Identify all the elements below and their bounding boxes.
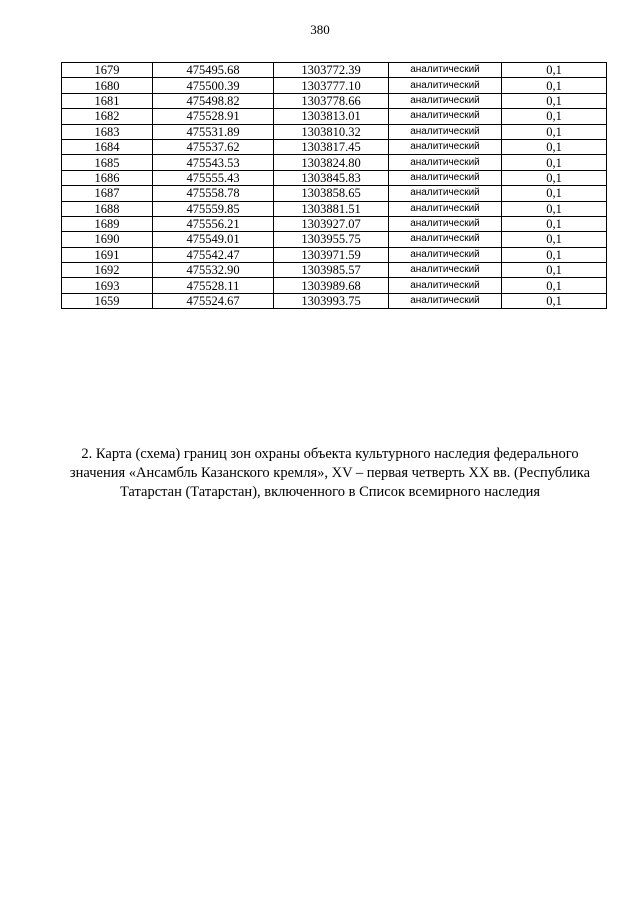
x-coordinate-cell: 475524.67	[153, 293, 274, 308]
y-coordinate-cell: 1303858.65	[274, 186, 389, 201]
precision-cell: 0,1	[502, 216, 607, 231]
method-cell: аналитический	[389, 109, 502, 124]
point-number-cell: 1687	[62, 186, 153, 201]
precision-cell: 0,1	[502, 78, 607, 93]
point-number-cell: 1693	[62, 278, 153, 293]
point-number-cell: 1691	[62, 247, 153, 262]
point-number-cell: 1689	[62, 216, 153, 231]
table-row	[62, 293, 607, 308]
method-cell: аналитический	[389, 155, 502, 170]
table-row	[62, 78, 607, 93]
point-number-cell: 1682	[62, 109, 153, 124]
table-row	[62, 63, 607, 78]
precision-cell: 0,1	[502, 247, 607, 262]
y-coordinate-cell: 1303985.57	[274, 263, 389, 278]
point-number-cell: 1680	[62, 78, 153, 93]
y-coordinate-cell: 1303927.07	[274, 216, 389, 231]
table-row	[62, 216, 607, 231]
precision-cell: 0,1	[502, 124, 607, 139]
precision-cell: 0,1	[502, 139, 607, 154]
y-coordinate-cell: 1303955.75	[274, 232, 389, 247]
x-coordinate-cell: 475528.11	[153, 278, 274, 293]
precision-cell: 0,1	[502, 93, 607, 108]
y-coordinate-cell: 1303810.32	[274, 124, 389, 139]
precision-cell: 0,1	[502, 232, 607, 247]
table-row	[62, 247, 607, 262]
method-cell: аналитический	[389, 263, 502, 278]
page-number: 380	[310, 22, 330, 37]
table-row	[62, 139, 607, 154]
method-cell: аналитический	[389, 293, 502, 308]
method-cell: аналитический	[389, 139, 502, 154]
method-cell: аналитический	[389, 124, 502, 139]
x-coordinate-cell: 475555.43	[153, 170, 274, 185]
x-coordinate-cell: 475532.90	[153, 263, 274, 278]
map-caption	[56, 445, 604, 502]
x-coordinate-cell: 475498.82	[153, 93, 274, 108]
method-cell: аналитический	[389, 93, 502, 108]
point-number-cell: 1686	[62, 170, 153, 185]
coordinates-table	[61, 62, 607, 309]
method-cell: аналитический	[389, 170, 502, 185]
caption-line: Татарстан (Татарстан), включенного в Список всемирного наследия	[119, 484, 541, 500]
y-coordinate-cell: 1303971.59	[274, 247, 389, 262]
precision-cell: 0,1	[502, 63, 607, 78]
x-coordinate-cell: 475537.62	[153, 139, 274, 154]
x-coordinate-cell: 475542.47	[153, 247, 274, 262]
x-coordinate-cell: 475495.68	[153, 63, 274, 78]
x-coordinate-cell: 475549.01	[153, 232, 274, 247]
coordinates-table-body	[62, 63, 607, 309]
x-coordinate-cell: 475558.78	[153, 186, 274, 201]
point-number-cell: 1684	[62, 139, 153, 154]
precision-cell: 0,1	[502, 170, 607, 185]
y-coordinate-cell: 1303813.01	[274, 109, 389, 124]
y-coordinate-cell: 1303881.51	[274, 201, 389, 216]
method-cell: аналитический	[389, 186, 502, 201]
point-number-cell: 1685	[62, 155, 153, 170]
x-coordinate-cell: 475500.39	[153, 78, 274, 93]
table-row	[62, 232, 607, 247]
method-cell: аналитический	[389, 63, 502, 78]
table-row	[62, 170, 607, 185]
x-coordinate-cell: 475543.53	[153, 155, 274, 170]
y-coordinate-cell: 1303845.83	[274, 170, 389, 185]
y-coordinate-cell: 1303778.66	[274, 93, 389, 108]
point-number-cell: 1690	[62, 232, 153, 247]
point-number-cell: 1683	[62, 124, 153, 139]
table-row	[62, 109, 607, 124]
point-number-cell: 1688	[62, 201, 153, 216]
caption-line: значения «Ансамбль Казанского кремля», XV – первая четверть XX вв. (Республика	[69, 465, 591, 481]
precision-cell: 0,1	[502, 109, 607, 124]
method-cell: аналитический	[389, 278, 502, 293]
point-number-cell: 1681	[62, 93, 153, 108]
precision-cell: 0,1	[502, 278, 607, 293]
precision-cell: 0,1	[502, 155, 607, 170]
x-coordinate-cell: 475528.91	[153, 109, 274, 124]
method-cell: аналитический	[389, 232, 502, 247]
point-number-cell: 1692	[62, 263, 153, 278]
caption-line: 2. Карта (схема) границ зон охраны объекта культурного наследия федерального	[81, 446, 579, 462]
point-number-cell: 1659	[62, 293, 153, 308]
table-row	[62, 263, 607, 278]
y-coordinate-cell: 1303993.75	[274, 293, 389, 308]
y-coordinate-cell: 1303989.68	[274, 278, 389, 293]
table-row	[62, 124, 607, 139]
y-coordinate-cell: 1303824.80	[274, 155, 389, 170]
table-row	[62, 186, 607, 201]
precision-cell: 0,1	[502, 201, 607, 216]
point-number-cell: 1679	[62, 63, 153, 78]
method-cell: аналитический	[389, 78, 502, 93]
y-coordinate-cell: 1303777.10	[274, 78, 389, 93]
method-cell: аналитический	[389, 201, 502, 216]
x-coordinate-cell: 475531.89	[153, 124, 274, 139]
y-coordinate-cell: 1303817.45	[274, 139, 389, 154]
method-cell: аналитический	[389, 216, 502, 231]
precision-cell: 0,1	[502, 186, 607, 201]
x-coordinate-cell: 475556.21	[153, 216, 274, 231]
method-cell: аналитический	[389, 247, 502, 262]
precision-cell: 0,1	[502, 293, 607, 308]
table-row	[62, 278, 607, 293]
table-row	[62, 155, 607, 170]
y-coordinate-cell: 1303772.39	[274, 63, 389, 78]
x-coordinate-cell: 475559.85	[153, 201, 274, 216]
table-row	[62, 201, 607, 216]
precision-cell: 0,1	[502, 263, 607, 278]
table-row	[62, 93, 607, 108]
